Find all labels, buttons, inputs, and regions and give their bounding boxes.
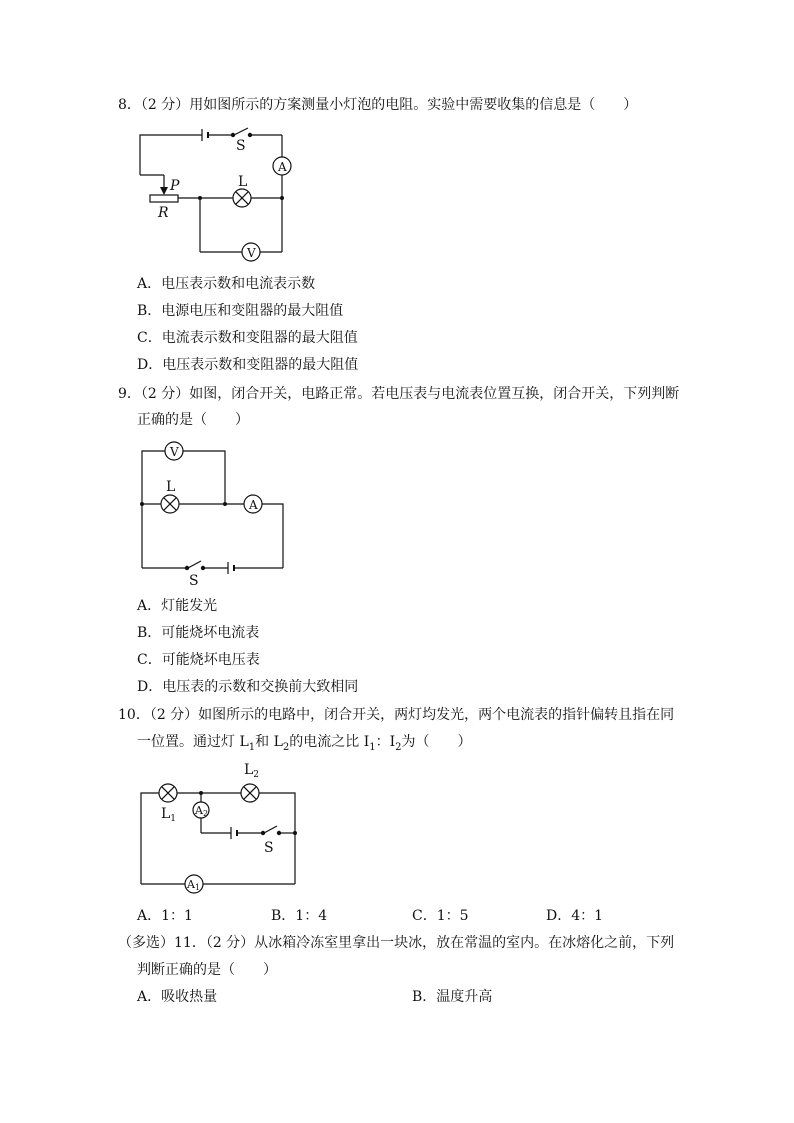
ammeter1-label: A1 <box>187 878 201 892</box>
q8-option-c[interactable]: C．电流表示数和变阻器的最大阻值 <box>137 330 358 346</box>
ammeter-label: A <box>249 498 258 512</box>
lamp1-label: $L_1$ <box>161 806 177 824</box>
q10-option-b[interactable]: B．1：4 <box>271 908 328 924</box>
slider-label: P <box>170 178 180 194</box>
q11-stem-line2: 判断正确的是（ ） <box>137 962 277 978</box>
q9-option-d[interactable]: D．电压表的示数和交换前大致相同 <box>137 679 359 695</box>
slider-arrow-icon <box>160 187 168 195</box>
switch-label: S <box>236 138 246 154</box>
q8-option-d[interactable]: D．电压表示数和变阻器的最大阻值 <box>137 357 359 373</box>
lamp-label: L <box>238 174 248 190</box>
q9-circuit-diagram <box>135 437 290 587</box>
q11-stem-line1: （多选）11．（2 分）从冰箱冷冻室里拿出一块冰，放在常温的室内。在冰熔化之前，下列 <box>118 935 675 951</box>
voltmeter-label: V <box>247 246 256 260</box>
rheostat-label: R <box>158 205 169 221</box>
q9-option-a[interactable]: A．灯能发光 <box>137 598 218 614</box>
ammeter2-label: A2 <box>195 804 209 818</box>
q10-stem-line1: 10．（2 分）如图所示的电路中，闭合开关，两灯均发光，两个电流表的指针偏转且指在同 <box>118 707 675 723</box>
lamp-label: L <box>166 479 176 495</box>
ammeter-label: A <box>278 160 287 174</box>
switch-label: S <box>264 840 274 856</box>
q9-stem-line2: 正确的是（ ） <box>137 412 249 428</box>
q10-option-c[interactable]: C．1：5 <box>412 908 469 924</box>
q10-circuit-diagram <box>135 760 305 895</box>
q9-option-c[interactable]: C．可能烧坏电压表 <box>137 652 260 668</box>
q8-option-b[interactable]: B．电源电压和变阻器的最大阻值 <box>137 303 344 319</box>
q9-option-b[interactable]: B．可能烧坏电流表 <box>137 625 260 641</box>
voltmeter-label: V <box>170 445 179 459</box>
q8-stem: 8．（2 分）用如图所示的方案测量小灯泡的电阻。实验中需要收集的信息是（ ） <box>118 97 638 113</box>
q8-option-a[interactable]: A．电压表示数和电流表示数 <box>137 276 316 292</box>
lamp2-label: $L_2$ <box>244 762 260 780</box>
q10-option-d[interactable]: D．4：1 <box>546 908 604 924</box>
q11-option-b[interactable]: B．温度升高 <box>412 989 493 1005</box>
q8-circuit-diagram <box>130 120 300 270</box>
q10-option-a[interactable]: A．1：1 <box>137 908 193 924</box>
q9-stem-line1: 9．（2 分）如图，闭合开关，电路正常。若电压表与电流表位置互换，闭合开关，下列判断 <box>118 386 680 402</box>
q10-stem-line2: 一位置。通过灯 $L_1$和 $L_2$的电流之比 $I_1$：$I_2$为（ ） <box>137 734 472 753</box>
q11-option-a[interactable]: A．吸收热量 <box>137 989 218 1005</box>
switch-label: S <box>189 573 199 589</box>
